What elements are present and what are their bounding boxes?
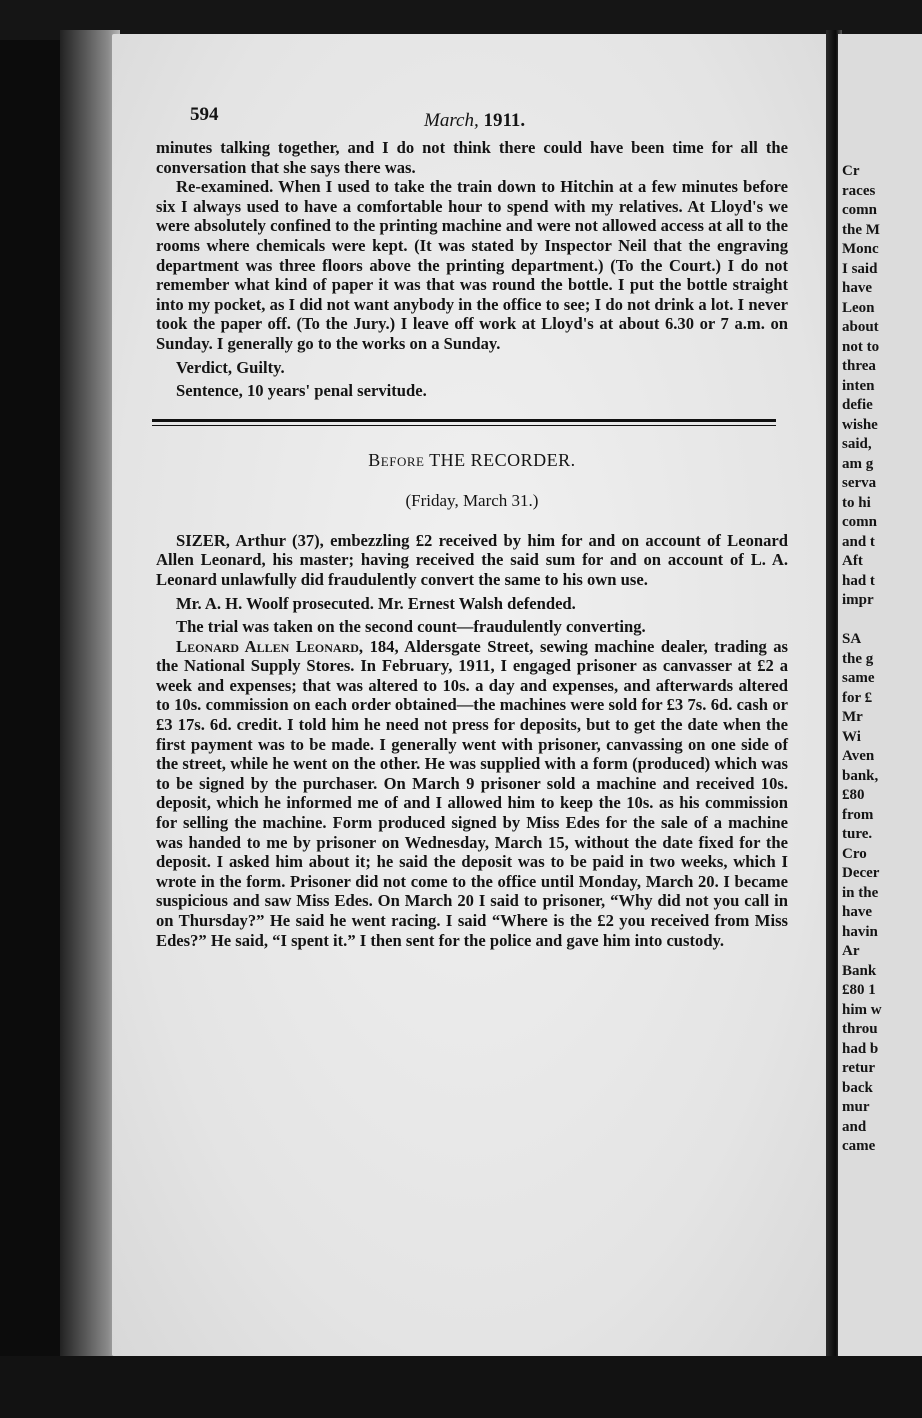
right-page-fragment-line: comn [842, 202, 877, 218]
right-page-fragment-line: defie [842, 397, 873, 413]
right-page-fragment-line [842, 611, 882, 631]
right-page-fragment-line: not to [842, 338, 880, 355]
right-page-fragment-line: Mr [842, 709, 863, 725]
right-page-fragment-line: Monc [842, 241, 879, 257]
right-page-fragment-line: mur [842, 1099, 870, 1115]
right-page-fragment-line: havin [842, 923, 878, 940]
right-page-fragment [838, 34, 922, 1356]
counsel: Mr. A. H. Woolf prosecuted. Mr. Ernest Walsh defended. [176, 593, 576, 613]
right-page-fragment-line: impr [842, 592, 874, 608]
right-page-fragment-line: £80 1 [842, 982, 876, 998]
page-number: 594 [190, 104, 219, 125]
running-head [156, 104, 788, 138]
right-page-fragment-line: Bank [842, 962, 877, 979]
right-page-fragment-line: Cro [842, 845, 867, 862]
right-page-fragment-line: wishe [842, 416, 878, 433]
right-page-fragment-line: have [842, 904, 872, 920]
right-page-fragment-line: came [842, 1138, 876, 1154]
right-page-fragment-line: ture. [842, 826, 873, 842]
right-page-fragment-line: SA [842, 631, 862, 647]
right-page-fragment-line: had b [842, 1040, 879, 1057]
right-page-fragment-line: am g [842, 455, 874, 472]
right-page-fragment-line: the M [842, 221, 880, 238]
right-page-fragment-line: Aft [842, 553, 863, 569]
right-page-fragment-line: for £ [842, 689, 873, 706]
right-page-fragment-line: retur [842, 1060, 876, 1076]
witness-name: Leonard Allen Leonard, [176, 636, 364, 656]
right-page-fragment-line: Cr [842, 163, 860, 179]
right-page-fragment-line: back [842, 1079, 873, 1096]
right-page-fragment-line: same [842, 670, 875, 686]
right-page-fragment-line: Leon [842, 299, 875, 316]
right-page-fragment-line: Aven [842, 748, 875, 764]
right-page-fragment-line: had t [842, 572, 875, 589]
running-year: 1911. [483, 110, 526, 131]
section-date: (Friday, March 31.) [405, 490, 539, 510]
right-page-fragment-line: £80 [842, 787, 865, 803]
right-page-fragment-line: Ar [842, 943, 860, 959]
sentence: Sentence, 10 years' penal servitude. [176, 381, 427, 401]
right-page-fragment-line: inten [842, 377, 875, 394]
right-page-fragment-line: comn [842, 514, 877, 530]
verdict: Verdict, Guilty. [176, 357, 285, 377]
right-page-fragment-line: said, [842, 436, 872, 452]
running-title: March, 1911. [424, 110, 526, 131]
paragraph: minutes talking together, and I do not think there could have been time for all the conversation that she says there was. [156, 138, 788, 177]
witness-text: 184, Aldersgate Street, sewing machine dealer, trading as the National Supply Stores. In February, 1911, I engaged prisoner as canvasser at £2 a week and expenses; that was altered to 10s. a day and expenses, and afterwards altered to 10s. commission on each order obtained—the machines were sold for £3 7s. 6d. cash or £3 17s. 6d. credit. I told him he need not press for deposits, but to get the date when the first payment was to be made. I generally went with prisoner, canvassing on one side of the street, while he went on the other. He was supplied with a form (produced) which was to be signed by the purchaser. On March 9 prisoner sold a machine and received 10s. deposit, which he informed me of and I allowed him to keep the 10s. as his commission for selling the machine. Form produced signed by Miss Edes for the sale of a machine was handed to me by prisoner on Wednesday, March 15, without the date fixed for the deposit. I asked him about it; he said the deposit was to be paid in two weeks, which I wrote in the form. Prisoner did not come to the office until Monday, March 20. I became suspicious and saw Miss Edes. On March 20 I said to prisoner, “Why did not you call in on Thursday?” He said he went racing. I said “Where is the £2 you received from Miss Edes?” He said, “I spent it.” I then sent for the police and gave him into custody. [156, 636, 788, 950]
witness-testimony [156, 637, 788, 951]
right-page-fragment-line: races [842, 182, 876, 199]
right-page-fragment-line: throu [842, 1021, 878, 1037]
right-page-fragment-line: Wi [842, 728, 861, 745]
book-page-edges [60, 30, 120, 1360]
body-text [156, 138, 788, 401]
right-page-fragment-line: bank, [842, 767, 879, 784]
right-page-fragment-line: the g [842, 650, 874, 667]
paragraph-reexamined: Re-examined. When I used to take the train down to Hitchin at a few minutes before six I always used to have a comfortable hour to spend with my relatives. At Lloyd's we were absolutely confined to the printing machine and were not allowed access at all to the rooms where chemicals were kept. (It was stated by Inspector Neil that the engraving department was three floors above the printing department.) (To the Court.) I do not remember what kind of paper it was that was round the bottle. I put the bottle straight into my pocket, as I did not want anybody in the office to see; I do not drink a lot. I never took the paper off. (To the Jury.) I leave off work at Lloyd's at about 6.30 or 7 a.m. on Sunday. I generally go to the works on a Sunday. [156, 177, 788, 353]
right-page-fragment-line: and [842, 1118, 867, 1135]
right-page-fragment-line: about [842, 319, 879, 335]
case-charge: SIZER, Arthur (37), embezzling £2 received by him for and on account of Leonard Allen Leonard, his master; having received the said sum for and on account of L. A. Leonard unlawfully did fraudulently convert the same to his own use. [156, 530, 788, 589]
right-page-fragment-line: threa [842, 358, 876, 374]
right-page-fragment-line: I said [842, 260, 878, 277]
section-divider [152, 419, 776, 426]
right-page-fragment-line: serva [842, 475, 877, 491]
right-page-fragment-line: have [842, 280, 872, 296]
section-heading: Before THE RECORDER. [368, 449, 576, 470]
right-page-text-fragments [842, 162, 882, 1157]
right-page-fragment-line: in the [842, 884, 879, 901]
right-page-fragment-line: Decer [842, 865, 880, 881]
page-content [156, 104, 788, 950]
scan-frame-bottom [0, 1356, 922, 1418]
right-page-fragment-line: him w [842, 1001, 882, 1018]
case-text [156, 531, 788, 950]
right-page-fragment-line: to hi [842, 494, 871, 511]
right-page-fragment-line: from [842, 806, 874, 823]
right-page-fragment-line: and t [842, 533, 875, 550]
trial-note: The trial was taken on the second count—fraudulently converting. [176, 617, 646, 637]
left-page [112, 34, 830, 1356]
